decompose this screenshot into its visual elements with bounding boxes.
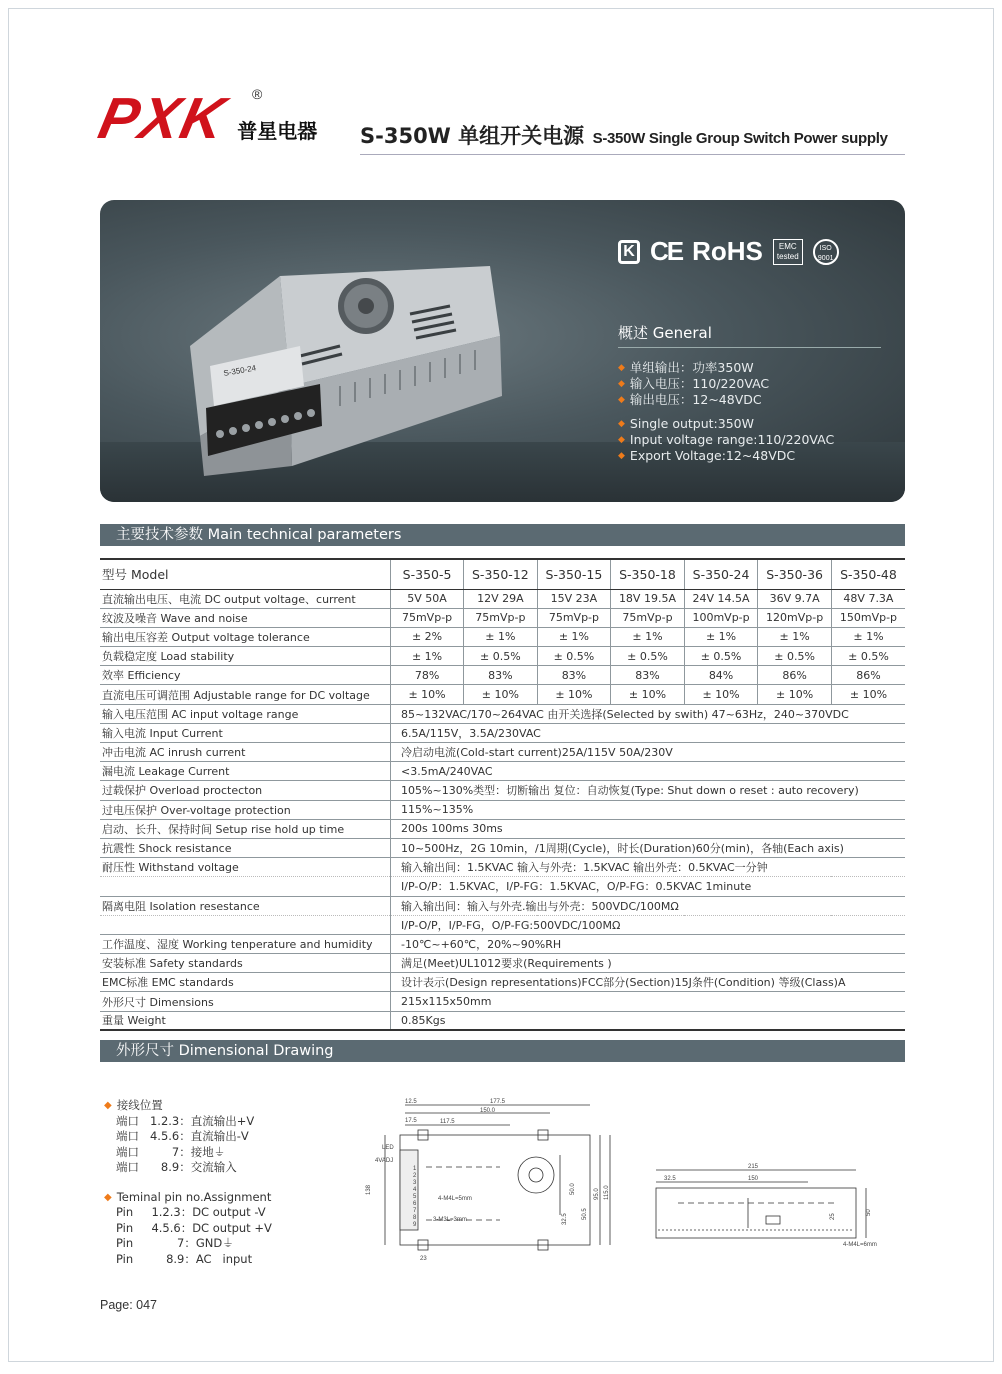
param-label: 工作温度、湿度 Working tenperature and humidity bbox=[100, 934, 391, 953]
table-row bbox=[100, 723, 905, 742]
pin-number: 4 bbox=[413, 1187, 417, 1193]
param-label: 输入电压范围 AC input voltage range bbox=[100, 704, 391, 723]
param-value: 83% bbox=[537, 666, 611, 685]
model-col: S-350-18 bbox=[611, 559, 685, 589]
model-header: 型号 Model bbox=[100, 559, 391, 589]
dim-label: 115.0 bbox=[604, 1185, 610, 1200]
kc-mark-icon: K bbox=[618, 240, 640, 264]
model-col: S-350-48 bbox=[831, 559, 905, 589]
side-dimension-drawing bbox=[648, 1158, 888, 1253]
param-value: ± 10% bbox=[758, 685, 832, 704]
table-row bbox=[100, 1011, 905, 1030]
general-item: ◆ Export Voltage:12~48VDC bbox=[618, 448, 834, 464]
param-label: 冲击电流 AC inrush current bbox=[100, 743, 391, 762]
param-label: 直流电压可调范围 Adjustable range for DC voltage bbox=[100, 685, 391, 704]
pin-title-cn: ◆ 接线位置 bbox=[104, 1098, 272, 1114]
rohs-mark: RoHS bbox=[692, 236, 763, 266]
param-label: 过载保护 Overload proctecton bbox=[100, 781, 391, 800]
param-value: ± 10% bbox=[611, 685, 685, 704]
param-value: 设计表示(Design representations)FCC部分(Section)15J条件(Condition) 等级(Class)A bbox=[391, 973, 905, 992]
param-value: ± 0.5% bbox=[831, 647, 905, 666]
param-value: 215x115x50mm bbox=[391, 992, 905, 1011]
dim-label: 3-M3L=3mm bbox=[433, 1217, 467, 1223]
certification-marks bbox=[618, 236, 839, 267]
param-label-blank bbox=[100, 915, 391, 934]
table-row bbox=[100, 781, 905, 800]
logo-chinese-name: 普星电器 bbox=[237, 119, 318, 143]
param-value: 15V 23A bbox=[537, 589, 611, 608]
table-row bbox=[100, 858, 905, 877]
dim-label: 150.0 bbox=[480, 1108, 496, 1114]
dim-label: 177.5 bbox=[490, 1099, 506, 1105]
dim-label: 32.5 bbox=[562, 1213, 568, 1225]
table-row bbox=[100, 915, 905, 934]
dim-label: 32.5 bbox=[664, 1176, 676, 1182]
pin-line: 端口 8.9：交流输入 bbox=[116, 1160, 237, 1174]
param-value: 输入输出间：输入与外壳.输出与外壳：500VDC/100MΩ bbox=[391, 896, 905, 915]
param-value: 86% bbox=[758, 666, 832, 685]
param-value: 84% bbox=[684, 666, 758, 685]
param-value: ± 10% bbox=[684, 685, 758, 704]
model-col: S-350-5 bbox=[391, 559, 464, 589]
param-value: 12V 29A bbox=[464, 589, 538, 608]
param-label: 外形尺寸 Dimensions bbox=[100, 992, 391, 1011]
general-heading: 概述 General bbox=[618, 322, 881, 348]
param-label-blank bbox=[100, 877, 391, 896]
product-banner bbox=[100, 200, 905, 502]
table-header-row bbox=[100, 559, 905, 589]
general-item: ◆ 输出电压：12~48VDC bbox=[618, 392, 834, 408]
general-item: ◆ 输入电压：110/220VAC bbox=[618, 376, 834, 392]
param-value: 86% bbox=[831, 666, 905, 685]
param-label: 重量 Weight bbox=[100, 1011, 391, 1030]
param-label: 隔离电阻 Isolation resestance bbox=[100, 896, 391, 915]
front-dimension-drawing bbox=[360, 1095, 630, 1270]
param-value: 85~132VAC/170~264VAC 由开关选择(Selected by swith) 47~63Hz，240~370VDC bbox=[391, 704, 905, 723]
general-item: ◆ Input voltage range:110/220VAC bbox=[618, 432, 834, 448]
param-value: I/P-O/P：1.5KVAC，I/P-FG：1.5KVAC，O/P-FG：0.5KVAC 1minute bbox=[391, 877, 905, 896]
dim-label: 215 bbox=[748, 1164, 759, 1170]
param-value: ± 1% bbox=[684, 627, 758, 646]
param-label: 过电压保护 Over-voltage protection bbox=[100, 800, 391, 819]
param-value: 115%~135% bbox=[391, 800, 905, 819]
param-value: 78% bbox=[391, 666, 464, 685]
emc-mark: EMC tested bbox=[773, 239, 803, 265]
param-value: ± 1% bbox=[464, 627, 538, 646]
param-value: 36V 9.7A bbox=[758, 589, 832, 608]
param-label: 耐压性 Withstand voltage bbox=[100, 858, 391, 877]
power-supply-image bbox=[180, 236, 580, 486]
general-item: ◆ 单组输出：功率350W bbox=[618, 360, 834, 376]
pin-number: 7 bbox=[413, 1208, 417, 1214]
table-row bbox=[100, 954, 905, 973]
dim-label: LED bbox=[382, 1145, 394, 1151]
param-value: 0.85Kgs bbox=[391, 1011, 905, 1030]
dim-label: 150 bbox=[748, 1176, 759, 1182]
spec-table bbox=[100, 558, 905, 1031]
table-row bbox=[100, 704, 905, 723]
param-value: ± 1% bbox=[758, 627, 832, 646]
dim-label: 23 bbox=[420, 1256, 427, 1262]
pin-line: 端口 4.5.6：直流输出-V bbox=[116, 1129, 249, 1143]
param-value: ± 1% bbox=[391, 647, 464, 666]
param-value: ± 0.5% bbox=[758, 647, 832, 666]
section-dimensional-drawing: 外形尺寸 Dimensional Drawing bbox=[100, 1040, 905, 1062]
param-value: ± 0.5% bbox=[684, 647, 758, 666]
param-value: I/P-O/P，I/P-FG，O/P-FG:500VDC/100MΩ bbox=[391, 915, 905, 934]
param-label: 漏电流 Leakage Current bbox=[100, 762, 391, 781]
iso-mark: ISO 9001 bbox=[813, 239, 839, 265]
param-value: 75mVp-p bbox=[391, 608, 464, 627]
product-model-label: S-350-24 bbox=[222, 363, 257, 378]
param-value: ± 0.5% bbox=[464, 647, 538, 666]
param-value: 75mVp-p bbox=[537, 608, 611, 627]
param-value: ± 1% bbox=[831, 627, 905, 646]
param-value: ± 10% bbox=[464, 685, 538, 704]
table-row bbox=[100, 666, 905, 685]
param-label: 启动、长升、保持时间 Setup rise hold up time bbox=[100, 819, 391, 838]
table-row bbox=[100, 685, 905, 704]
brand-logo bbox=[93, 86, 318, 151]
param-value: ± 1% bbox=[537, 627, 611, 646]
dim-label: 138 bbox=[366, 1184, 372, 1195]
param-value: 48V 7.3A bbox=[831, 589, 905, 608]
pin-line: 端口 7：接地⏚ bbox=[116, 1144, 226, 1159]
param-label: 直流输出电压、电流 DC output voltage、current bbox=[100, 589, 391, 608]
dim-label: 25 bbox=[830, 1213, 836, 1220]
dim-label: 50 bbox=[866, 1209, 872, 1216]
param-value: 18V 19.5A bbox=[611, 589, 685, 608]
pin-assignment bbox=[104, 1098, 272, 1267]
table-row bbox=[100, 877, 905, 896]
param-label: 输出电压容差 Output voltage tolerance bbox=[100, 627, 391, 646]
param-value: 满足(Meet)UL1012要求(Requirements ) bbox=[391, 954, 905, 973]
table-row bbox=[100, 992, 905, 1011]
model-col: S-350-15 bbox=[537, 559, 611, 589]
param-value: 105%~130%类型：切断输出 复位：自动恢复(Type: Shut down o reset : auto recovery) bbox=[391, 781, 905, 800]
table-row bbox=[100, 896, 905, 915]
param-value: ± 0.5% bbox=[611, 647, 685, 666]
general-list bbox=[618, 360, 834, 464]
table-row bbox=[100, 934, 905, 953]
param-value: 6.5A/115V，3.5A/230VAC bbox=[391, 723, 905, 742]
param-value: 5V 50A bbox=[391, 589, 464, 608]
pin-number: 8 bbox=[413, 1215, 417, 1221]
model-col: S-350-12 bbox=[464, 559, 538, 589]
table-row bbox=[100, 973, 905, 992]
pin-line: Pin 1.2.3：DC output -V bbox=[116, 1205, 266, 1219]
param-label: 输入电流 Input Current bbox=[100, 723, 391, 742]
param-value: ± 10% bbox=[391, 685, 464, 704]
param-label: EMC标准 EMC standards bbox=[100, 973, 391, 992]
table-row bbox=[100, 647, 905, 666]
dim-label: 117.5 bbox=[440, 1119, 455, 1125]
param-value: 83% bbox=[464, 666, 538, 685]
page-title bbox=[360, 120, 905, 155]
pin-number: 3 bbox=[413, 1180, 417, 1186]
param-value: -10℃~+60℃，20%~90%RH bbox=[391, 934, 905, 953]
dim-label: 4-M4L=5mm bbox=[438, 1196, 472, 1202]
param-label: 纹波及噪音 Wave and noise bbox=[100, 608, 391, 627]
param-value: 冷启动电流(Cold-start current)25A/115V 50A/230V bbox=[391, 743, 905, 762]
param-value: 输入输出间：1.5KVAC 输入与外壳：1.5KVAC 输出外壳：0.5KVAC一分钟 bbox=[391, 858, 905, 877]
param-value: ± 0.5% bbox=[537, 647, 611, 666]
param-label: 效率 Efficiency bbox=[100, 666, 391, 685]
ce-mark-icon: CE bbox=[650, 236, 683, 266]
param-value: 100mVp-p bbox=[684, 608, 758, 627]
model-col: S-350-36 bbox=[758, 559, 832, 589]
section-main-parameters: 主要技术参数 Main technical parameters bbox=[100, 524, 905, 546]
logo-mark: PXK bbox=[93, 86, 233, 151]
param-value: 120mVp-p bbox=[758, 608, 832, 627]
param-value: 75mVp-p bbox=[464, 608, 538, 627]
pin-line: 端口 1.2.3：直流输出+V bbox=[116, 1113, 255, 1128]
param-value: 83% bbox=[611, 666, 685, 685]
param-value: ± 10% bbox=[831, 685, 905, 704]
registered-mark: ® bbox=[252, 86, 263, 102]
table-row bbox=[100, 838, 905, 857]
param-value: 75mVp-p bbox=[611, 608, 685, 627]
pin-number: 9 bbox=[413, 1222, 417, 1228]
param-value: <3.5mA/240VAC bbox=[391, 762, 905, 781]
general-item: ◆ Single output:350W bbox=[618, 416, 834, 432]
pin-title-en: ◆ Teminal pin no.Assignment bbox=[104, 1190, 272, 1206]
table-row bbox=[100, 800, 905, 819]
pin-number: 5 bbox=[413, 1194, 417, 1200]
table-row bbox=[100, 608, 905, 627]
param-value: ± 1% bbox=[611, 627, 685, 646]
table-row bbox=[100, 589, 905, 608]
table-row bbox=[100, 819, 905, 838]
table-row bbox=[100, 762, 905, 781]
param-value: 200s 100ms 30ms bbox=[391, 819, 905, 838]
param-label: 安装标准 Safety standards bbox=[100, 954, 391, 973]
pin-line: Pin 8.9：AC input bbox=[116, 1251, 253, 1266]
dim-label: 4VADJ bbox=[375, 1158, 394, 1164]
title-english: S-350W Single Group Switch Power supply bbox=[592, 130, 888, 147]
page-number: Page: 047 bbox=[100, 1298, 157, 1312]
param-value: 150mVp-p bbox=[831, 608, 905, 627]
param-value: 24V 14.5A bbox=[684, 589, 758, 608]
title-chinese: S-350W 单组开关电源 bbox=[360, 124, 585, 148]
pin-line: Pin 4.5.6：DC output +V bbox=[116, 1220, 272, 1235]
param-value: ± 10% bbox=[537, 685, 611, 704]
param-value: 10~500Hz，2G 10min，/1周期(Cycle)，时长(Duration)60分(min)，各轴(Each axis) bbox=[391, 838, 905, 857]
dim-label: 95.0 bbox=[594, 1188, 600, 1200]
dim-label: 50.0 bbox=[570, 1183, 576, 1195]
model-col: S-350-24 bbox=[684, 559, 758, 589]
table-row bbox=[100, 743, 905, 762]
dim-label: 4-M4L=6mm bbox=[843, 1242, 877, 1248]
table-row bbox=[100, 627, 905, 646]
param-label: 负载稳定度 Load stability bbox=[100, 647, 391, 666]
param-value: ± 2% bbox=[391, 627, 464, 646]
pin-number: 1 bbox=[413, 1166, 417, 1172]
param-label: 抗震性 Shock resistance bbox=[100, 838, 391, 857]
pin-number: 6 bbox=[413, 1201, 417, 1207]
dim-label: 17.5 bbox=[405, 1118, 417, 1124]
pin-number: 2 bbox=[413, 1173, 417, 1179]
pin-line: Pin 7：GND⏚ bbox=[116, 1236, 234, 1250]
dim-label: 50.5 bbox=[582, 1208, 588, 1220]
dim-label: 12.5 bbox=[405, 1099, 417, 1105]
